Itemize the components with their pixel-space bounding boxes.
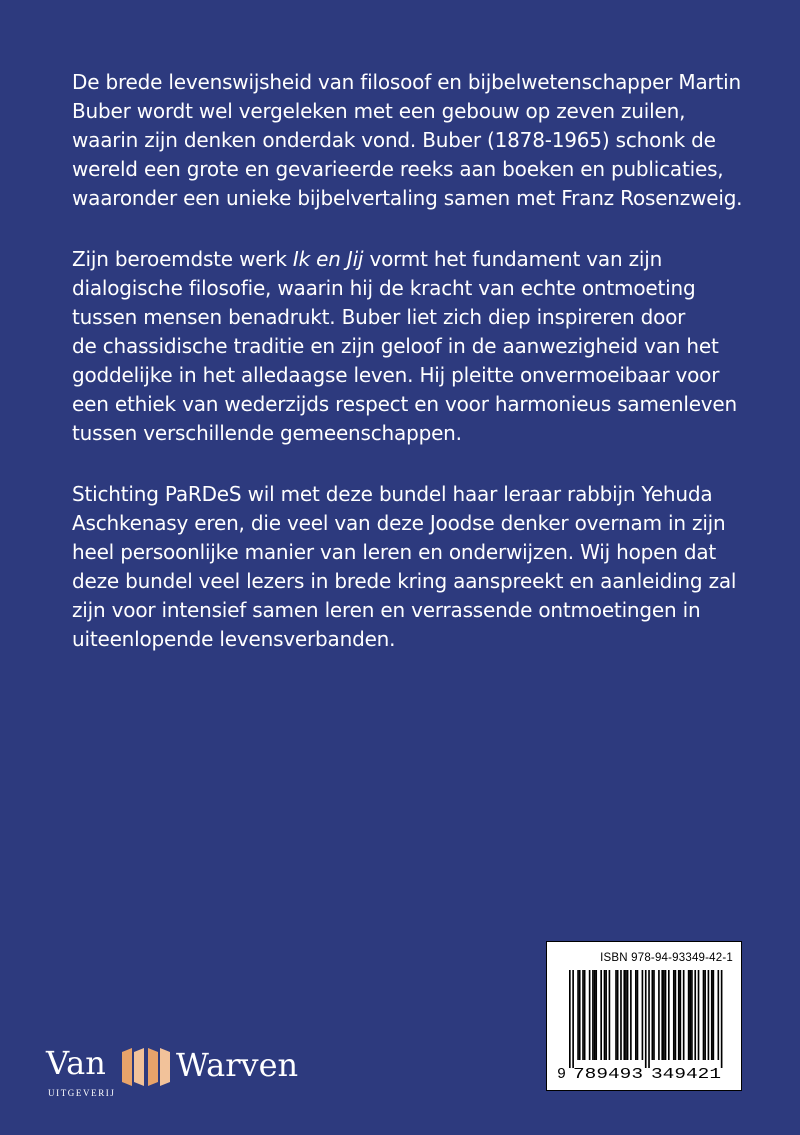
logo-subtitle: UITGEVERIJ [48, 1088, 116, 1098]
text-line: tussen mensen benadrukt. Buber liet zich diep inspireren door [72, 305, 686, 329]
text-line: Buber wordt wel vergeleken met een gebouw op zeven zuilen, [72, 99, 686, 123]
logo-van: Van [46, 1044, 106, 1082]
barcode-bar [642, 970, 644, 1060]
barcode-bar [663, 970, 665, 1060]
barcode-digits-left: 789493 [573, 1066, 643, 1082]
barcode-bar [600, 970, 602, 1060]
back-cover-text [72, 68, 742, 686]
text-line: De brede levenswijsheid van filosoof en bijbelwetenschapper Martin [72, 70, 742, 94]
barcode-bar [661, 970, 663, 1060]
text-line: heel persoonlijke manier van leren en onderwijzen. Wij hopen dat [72, 540, 717, 564]
barcode-bar [620, 970, 622, 1060]
text-line: wereld een grote en gevarieerde reeks aan boeken en publicaties, [72, 157, 724, 181]
barcode-bar [617, 970, 619, 1060]
paragraph-3 [72, 480, 742, 654]
barcode-bar [594, 970, 596, 1060]
barcode-graphic [553, 970, 733, 1082]
barcode-bar [653, 970, 655, 1060]
barcode-bar [711, 970, 713, 1060]
isbn-label: ISBN 978-94-93349-42-1 [600, 952, 733, 964]
barcode-bar [625, 970, 627, 1060]
barcode-bar [680, 970, 682, 1060]
book-pages-icon [120, 1046, 174, 1088]
barcode-digit-first: 9 [557, 1066, 567, 1082]
barcode-bar [689, 970, 691, 1060]
barcode-bar [615, 970, 617, 1060]
barcode-bar [627, 970, 629, 1060]
text-line: een ethiek van wederzijds respect en voor harmonieus samenleven [72, 392, 738, 416]
barcode-bar [698, 970, 700, 1060]
barcode-bar [582, 970, 584, 1060]
barcode-bar [678, 970, 680, 1060]
barcode-bar [579, 970, 581, 1060]
barcode-bar [718, 970, 720, 1060]
text-line: uiteenlopende levensverbanden. [72, 627, 396, 651]
barcode-bar [708, 970, 710, 1060]
text-line: Aschkenasy eren, die veel van deze Joodse denker overnam in zijn [72, 511, 726, 535]
isbn-barcode [546, 941, 742, 1091]
barcode-bar [630, 970, 632, 1060]
text-line: waarin zijn denken onderdak vond. Buber (1878-1965) schonk de [72, 128, 716, 152]
barcode-bar [668, 970, 670, 1060]
barcode-bar [623, 970, 625, 1060]
barcode-bar [577, 970, 579, 1060]
text-line: de chassidische traditie en zijn geloof in de aanwezigheid van het [72, 334, 719, 358]
barcode-bar [609, 970, 611, 1060]
barcode-bar [694, 970, 696, 1060]
paragraph-1 [72, 68, 742, 213]
barcode-bar [569, 970, 571, 1068]
barcode-bar [675, 970, 677, 1060]
text-line [72, 245, 742, 274]
text-line: zijn voor intensief samen leren en verrassende ontmoetingen in [72, 598, 701, 622]
barcode-bar [713, 970, 715, 1060]
barcode-bar [604, 970, 606, 1060]
barcode-bar [572, 970, 574, 1068]
barcode-bar [652, 970, 654, 1060]
text-fragment: vormt het fundament van zijn [363, 247, 663, 271]
text-fragment: Zijn beroemdste werk [72, 247, 293, 271]
barcode-bar [721, 970, 723, 1068]
barcode-bar [688, 970, 690, 1060]
barcode-bar [683, 970, 685, 1060]
barcode-bar [648, 970, 650, 1068]
barcode-bar [589, 970, 591, 1060]
text-line: goddelijke in het alledaagse leven. Hij pleitte onvermoeibaar voor [72, 363, 720, 387]
barcode-bar [595, 970, 597, 1060]
barcode-bar [691, 970, 693, 1060]
publisher-logo [42, 1044, 332, 1104]
logo-warven: Warven [176, 1046, 299, 1084]
book-title: Ik en Jij [292, 247, 364, 271]
paragraph-2 [72, 245, 742, 448]
barcode-bar [592, 970, 594, 1060]
text-line: deze bundel veel lezers in brede kring aanspreekt en aanleiding zal [72, 569, 737, 593]
barcode-bar [673, 970, 675, 1060]
text-line: waaronder een unieke bijbelvertaling samen met Franz Rosenzweig. [72, 186, 743, 210]
text-line: tussen verschillende gemeenschappen. [72, 421, 462, 445]
barcode-bar [635, 970, 637, 1060]
barcode-bar [584, 970, 586, 1060]
barcode-bar [645, 970, 647, 1068]
text-line: Stichting PaRDeS wil met deze bundel haar leraar rabbijn Yehuda [72, 482, 713, 506]
barcode-digits-right: 349421 [651, 1066, 721, 1082]
text-line: dialogische filosofie, waarin hij de kracht van echte ontmoeting [72, 276, 696, 300]
barcode-bar [665, 970, 667, 1060]
barcode-bar [704, 970, 706, 1060]
barcode-bar [637, 970, 639, 1060]
barcode-bar [703, 970, 705, 1060]
barcode-bar [658, 970, 660, 1060]
barcode-bar [605, 970, 607, 1060]
